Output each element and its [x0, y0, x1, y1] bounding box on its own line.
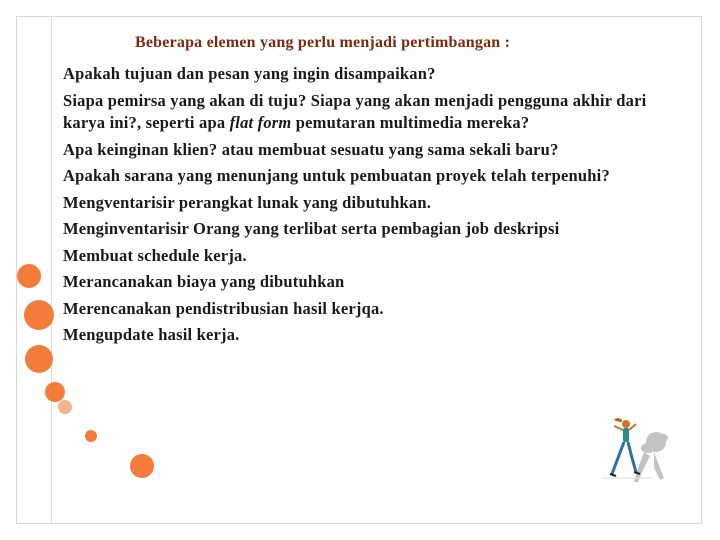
- deco-circle: [25, 345, 53, 373]
- deco-circle: [85, 430, 97, 442]
- left-guide-line: [51, 16, 52, 524]
- list-item: Apakah tujuan dan pesan yang ingin disampaikan?: [63, 64, 436, 83]
- deco-circle: [24, 300, 54, 330]
- list-item: Apakah sarana yang menunjang untuk pembuatan proyek telah terpenuhi?: [63, 166, 610, 185]
- bullet-list: [63, 63, 673, 351]
- list-item: Mengupdate hasil kerja.: [63, 325, 240, 344]
- deco-circle: [45, 382, 65, 402]
- list-item: Membuat schedule kerja.: [63, 245, 247, 265]
- deco-circle: [130, 454, 154, 478]
- deco-circle: [58, 400, 72, 414]
- list-item: Merancanakan biaya yang dibutuhkan: [63, 272, 345, 291]
- italic-term: flat form: [229, 113, 292, 132]
- list-item: Apa keinginan klien? atau membuat sesuatu yang sama sekali baru?: [63, 139, 559, 159]
- list-item: Merencanakan pendistribusian hasil kerjqa.: [63, 298, 384, 318]
- list-item: Siapa pemirsa yang akan di tuju? Siapa yang akan menjadi pengguna akhir dari karya ini?, seperti apa flat form pemutaran multimedia mereka?: [63, 90, 647, 132]
- slide-title: Beberapa elemen yang perlu menjadi pertimbangan :: [135, 34, 511, 51]
- deco-circle: [17, 264, 41, 288]
- list-item: Menginventarisir Orang yang terlibat serta pembagian job deskripsi: [63, 219, 560, 238]
- dancing-person-clipart: [592, 412, 692, 492]
- list-item: Mengventarisir perangkat lunak yang dibutuhkan.: [63, 192, 432, 212]
